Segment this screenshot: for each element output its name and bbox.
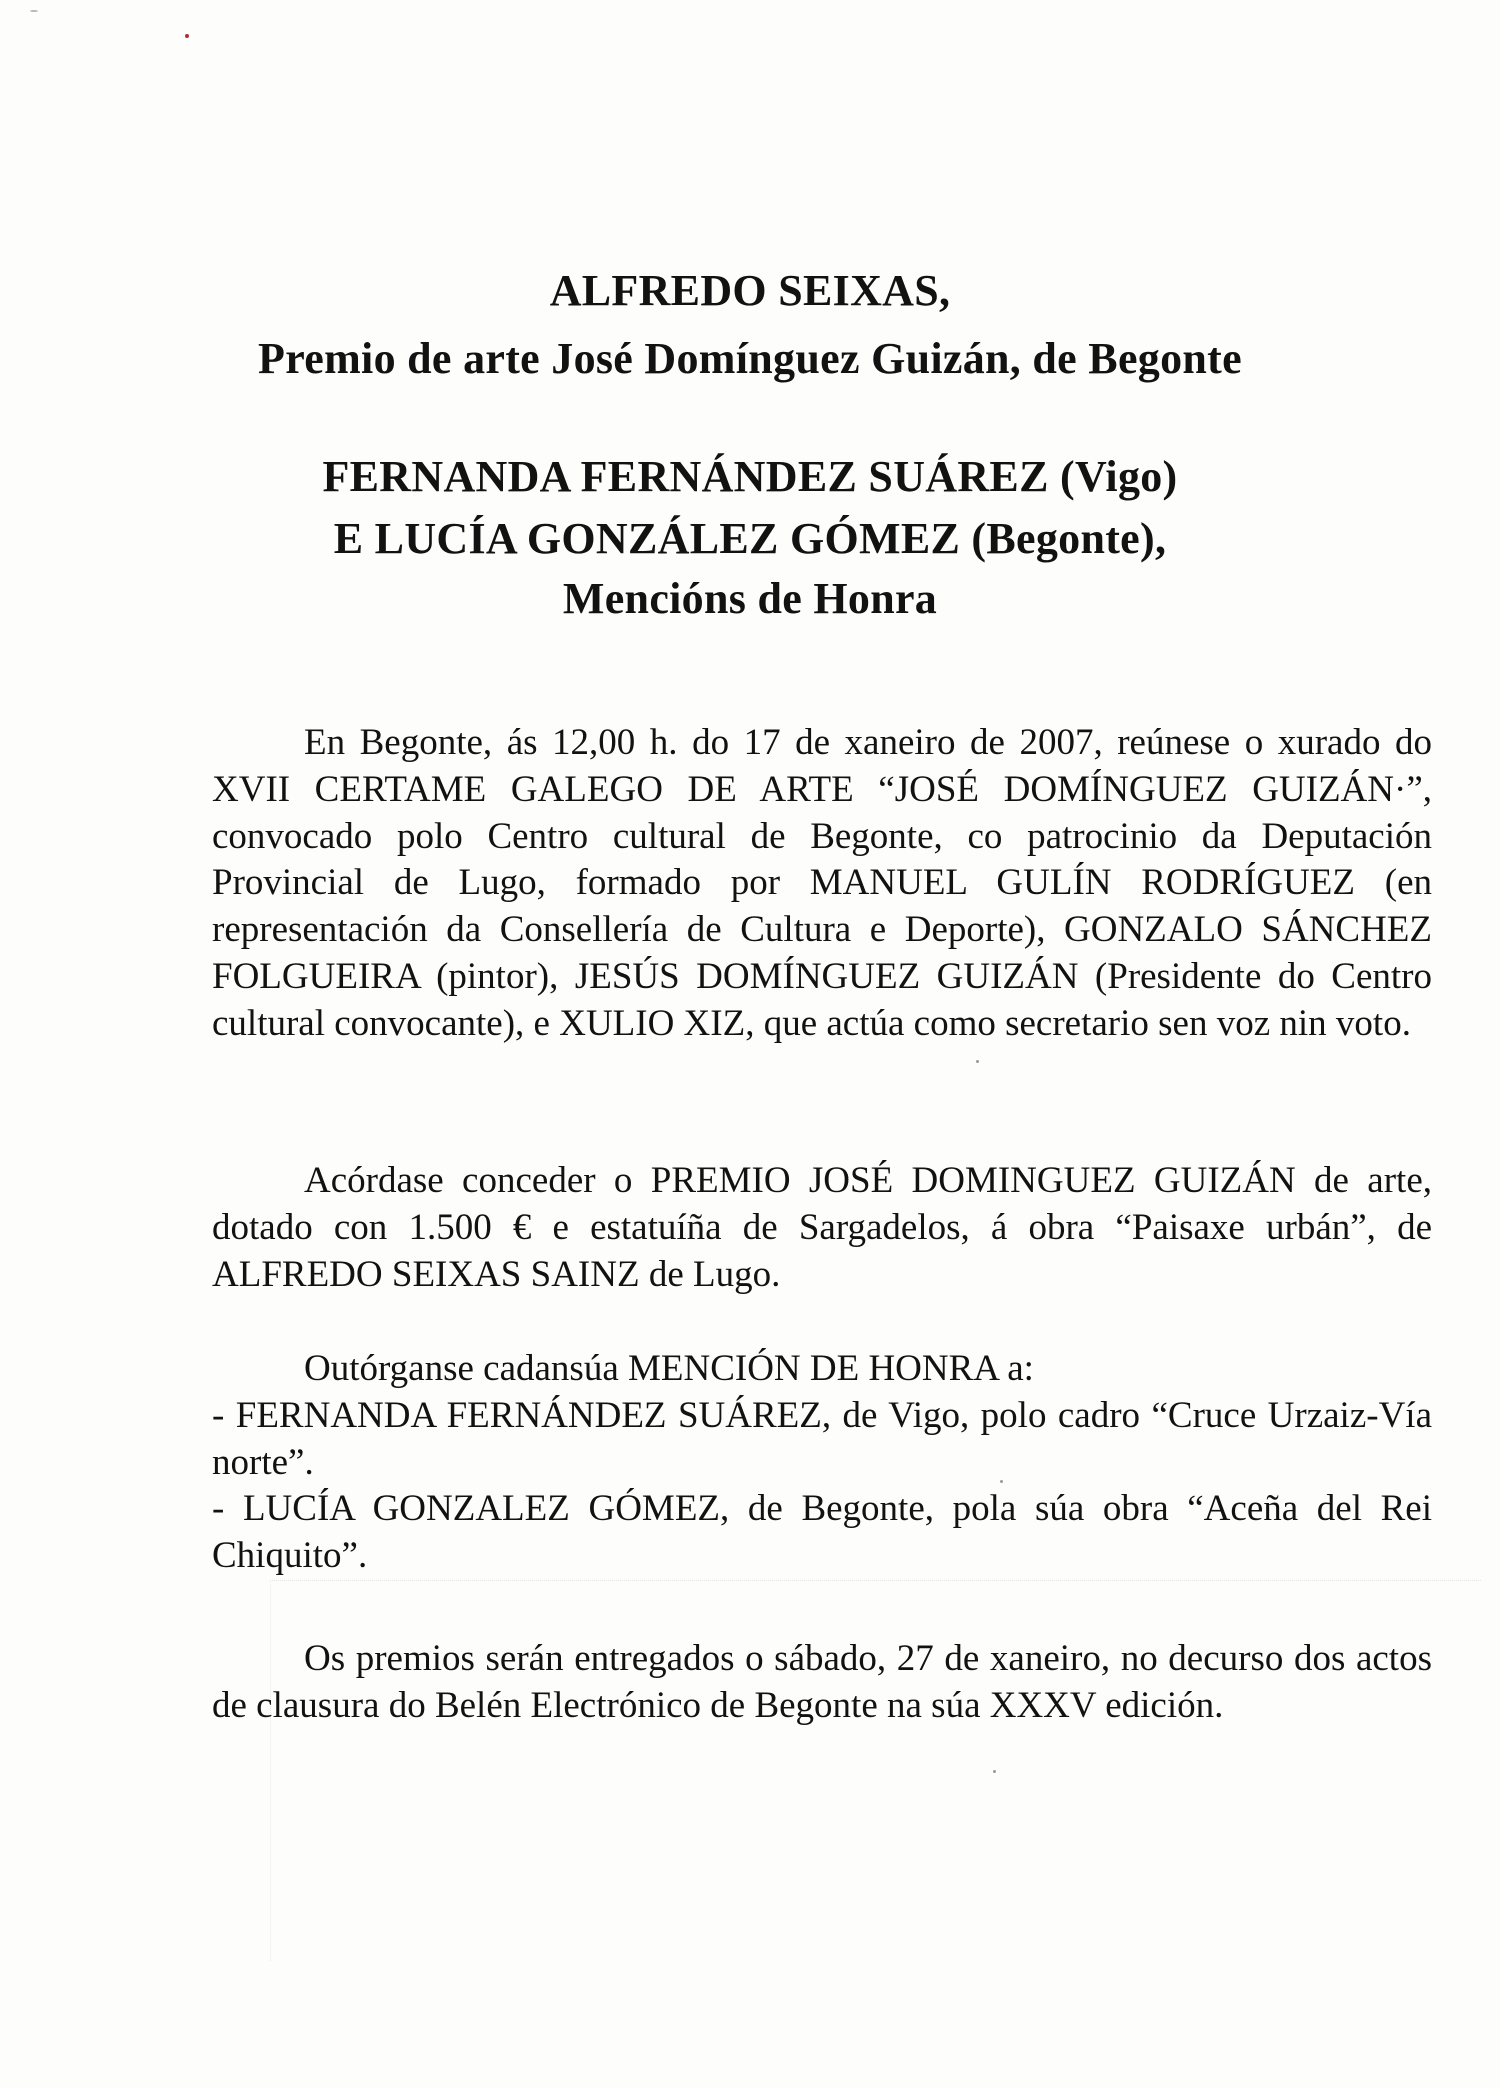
scan-speck — [30, 10, 38, 12]
paragraph-mentions — [212, 1346, 1432, 1580]
title-award: Premio de arte José Domínguez Guizán, de Begonte — [258, 334, 1242, 383]
mention-item-lucia: - LUCÍA GONZALEZ GÓMEZ, de Begonte, pola súa obra “Aceña del Rei Chiquito”. — [212, 1488, 1432, 1577]
title-mentions-label: Mencións de Honra — [562, 574, 938, 623]
paragraph-prize-text: Acórdase conceder o PREMIO JOSÉ DOMINGUEZ GUIZÁN de arte, dotado con 1.500 € e estatuíña de Sargadelos, á obra “Paisaxe urbán”, de ALFREDO SEIXAS SAINZ de Lugo. — [212, 1160, 1432, 1295]
mention-item-fernanda: - FERNANDA FERNÁNDEZ SUÁREZ, de Vigo, polo cadro “Cruce Urzaiz-Vía norte”. — [212, 1394, 1432, 1483]
scan-speck — [185, 34, 189, 38]
mentions-intro: Outórganse cadansúa MENCIÓN DE HONRA a: — [304, 1348, 1034, 1389]
paragraph-prize — [212, 1158, 1432, 1298]
title-mention-2: E LUCÍA GONZÁLEZ GÓMEZ (Begonte), — [333, 514, 1167, 563]
paragraph-jury-text: En Begonte, ás 12,00 h. do 17 de xaneiro de 2007, reúnese o xurado do XVII CERTAME GALEGO DE ARTE “JOSÉ DOMÍNGUEZ GUIZÁN·”, convocado polo Centro cultural de Begonte, co patrocinio da Deputación Provincial de Lugo, formado por MANUEL GULÍN RODRÍGUEZ (en representación da Consellería de Cultura e Deporte), GONZALO SÁNCHEZ FOLGUEIRA (pintor), JESÚS DOMÍNGUEZ GUIZÁN (Presidente do Centro cultural convocante), e XULIO XIZ, que actúa como secretario sen voz nin voto. — [212, 722, 1432, 1044]
paragraph-ceremony-text: Os premios serán entregados o sábado, 27 de xaneiro, no decurso dos actos de clausura do Belén Electrónico de Begonte na súa XXXV edición. — [212, 1638, 1432, 1726]
paragraph-jury — [212, 720, 1432, 1048]
paragraph-ceremony — [212, 1636, 1432, 1730]
title-winner: ALFREDO SEIXAS, — [549, 266, 951, 315]
title-mention-1: FERNANDA FERNÁNDEZ SUÁREZ (Vigo) — [322, 452, 1178, 501]
scan-speck — [976, 1060, 979, 1063]
